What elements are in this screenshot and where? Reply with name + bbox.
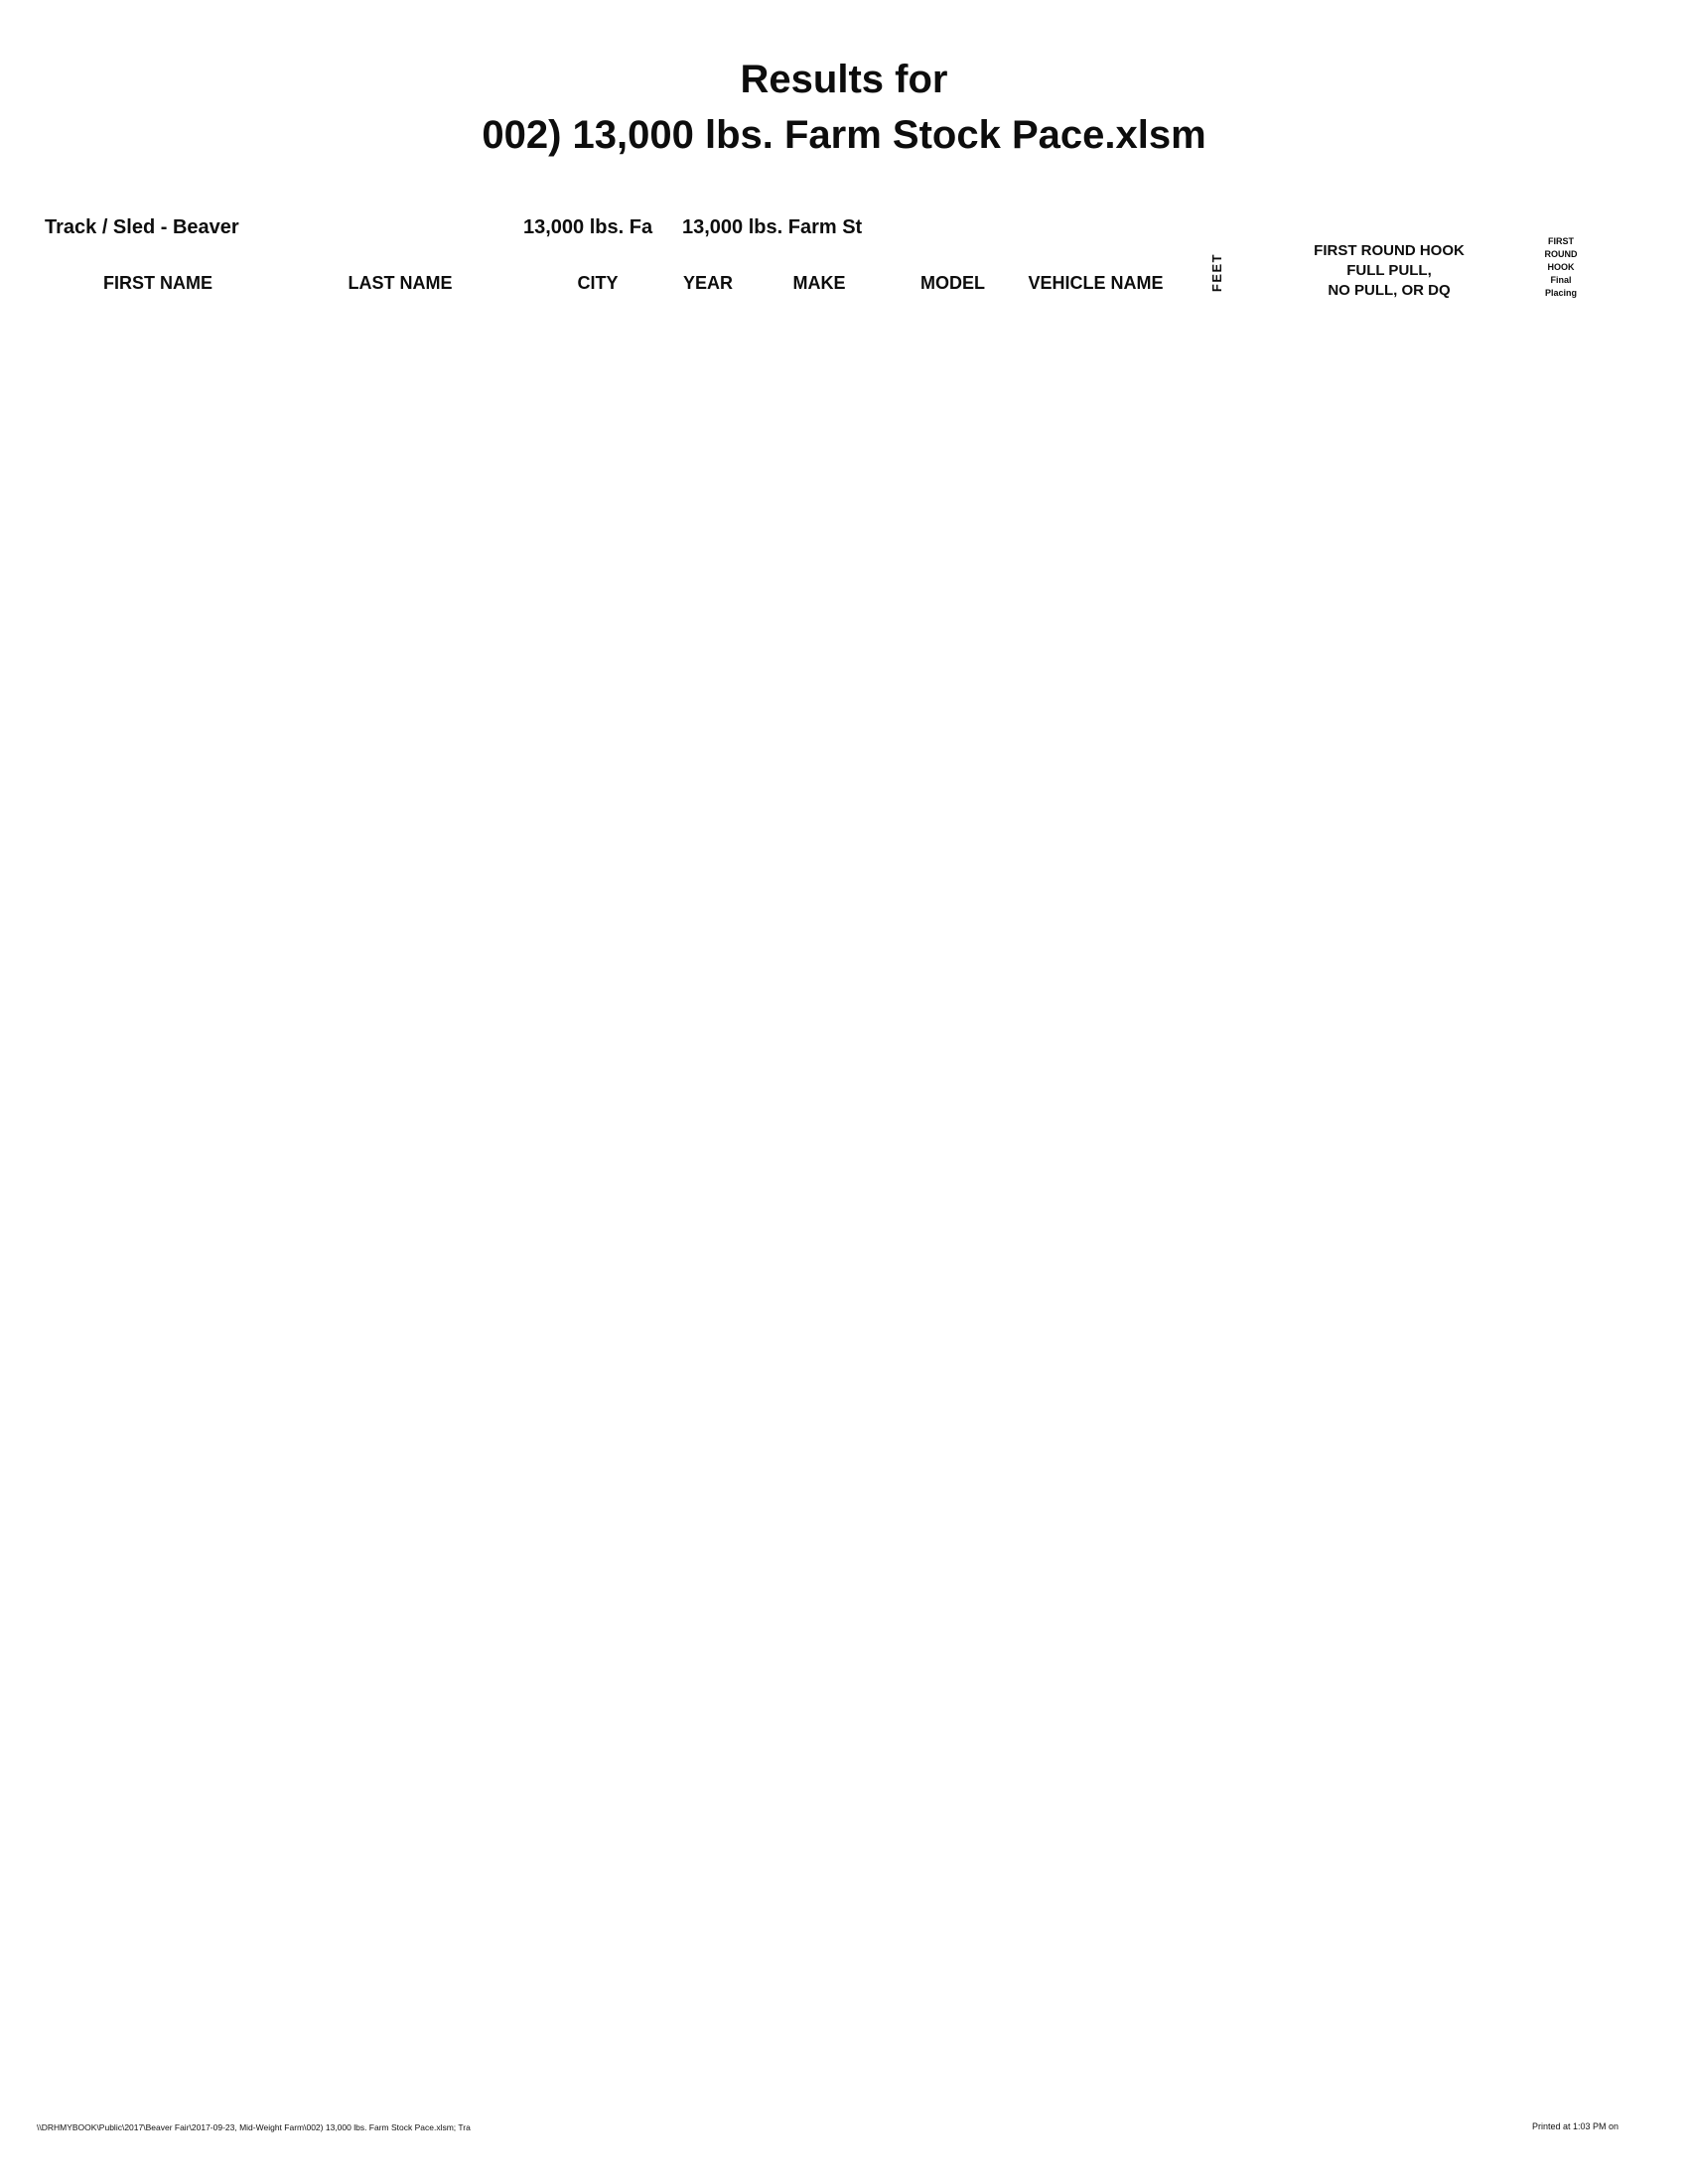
column-header-final-placing — [1527, 235, 1595, 300]
class-name-cell-truncated-2: 13,000 lbs. Farm St — [682, 216, 863, 238]
column-header-feet — [1186, 243, 1249, 301]
placing-header-line2: ROUND — [1544, 249, 1578, 259]
page-title-line1: Results for — [740, 58, 948, 101]
column-header-make: MAKE — [792, 273, 846, 293]
footer-printed-at: Printed at 1:03 PM on — [1532, 2121, 1619, 2131]
column-header-first-round-hook — [1251, 241, 1527, 301]
hook-header-line3: NO PULL, OR DQ — [1328, 282, 1451, 299]
placing-header-line4: Final — [1550, 275, 1572, 285]
feet-vertical-label: FEET — [1209, 252, 1225, 292]
column-header-year: YEAR — [682, 273, 733, 293]
track-sled-label: Track / Sled - Beaver — [45, 216, 239, 238]
column-header-model: MODEL — [920, 273, 985, 293]
page-title-line2: 002) 13,000 lbs. Farm Stock Pace.xlsm — [482, 113, 1206, 157]
placing-header-line3: HOOK — [1547, 262, 1575, 272]
footer-file-path: \\DRHMYBOOK\Public\2017\Beaver Fair\2017-09-23, Mid-Weight Farm\002) 13,000 lbs. Farm Stock Pace.xlsm; Tra — [37, 2122, 471, 2132]
hook-header-line2: FULL PULL, — [1346, 262, 1432, 279]
hook-header-line1: FIRST ROUND HOOK — [1314, 242, 1465, 259]
placing-header-line5: Placing — [1544, 288, 1577, 298]
column-header-first-name: FIRST NAME — [103, 273, 212, 293]
placing-header-line1: FIRST — [1548, 236, 1574, 246]
column-header-vehicle-name: VEHICLE NAME — [1028, 273, 1164, 293]
class-name-cell-truncated-1: 13,000 lbs. Fa — [523, 216, 653, 238]
column-header-city: CITY — [577, 273, 619, 293]
column-header-last-name: LAST NAME — [348, 273, 453, 293]
